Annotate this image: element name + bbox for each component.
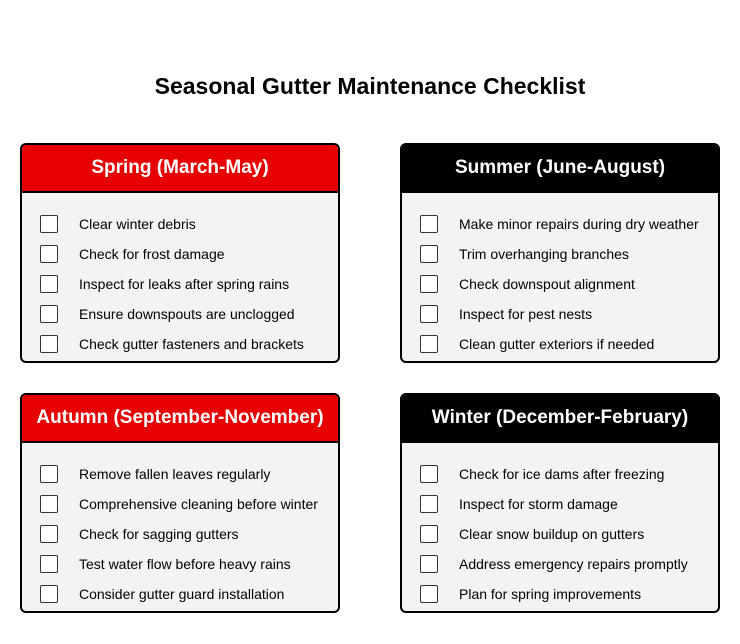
checklist-item-label: Check for ice dams after freezing — [459, 466, 665, 482]
checklist-item-label: Plan for spring improvements — [459, 586, 642, 602]
checklist-item[interactable] — [22, 459, 338, 489]
checklist-item[interactable] — [22, 329, 338, 359]
checklist-item[interactable] — [22, 239, 338, 269]
checklist-spring — [22, 193, 338, 359]
season-header-spring: Spring (March-May) — [22, 145, 338, 193]
season-card-autumn — [20, 393, 340, 613]
checkbox[interactable] — [40, 525, 58, 543]
season-card-spring — [20, 143, 340, 363]
checklist-item-label: Make minor repairs during dry weather — [459, 216, 699, 232]
checklist-item[interactable] — [402, 489, 718, 519]
checklist-item[interactable] — [402, 459, 718, 489]
checklist-item-label: Test water flow before heavy rains — [79, 556, 291, 572]
checklist-item-label: Inspect for leaks after spring rains — [79, 276, 290, 292]
checklist-summer — [402, 193, 718, 359]
checkbox[interactable] — [40, 335, 58, 353]
checklist-item[interactable] — [22, 549, 338, 579]
checklist-item-label: Remove fallen leaves regularly — [79, 466, 271, 482]
checklist-winter — [402, 443, 718, 609]
checklist-item-label: Consider gutter guard installation — [79, 586, 285, 602]
checkbox[interactable] — [420, 495, 438, 513]
season-header-winter: Winter (December-February) — [402, 395, 718, 443]
checklist-item-label: Check gutter fasteners and brackets — [79, 336, 304, 352]
checkbox[interactable] — [40, 245, 58, 263]
checklist-autumn — [22, 443, 338, 609]
checklist-item-label: Check downspout alignment — [459, 276, 635, 292]
checkbox[interactable] — [40, 495, 58, 513]
checklist-item[interactable] — [22, 579, 338, 609]
checkbox[interactable] — [420, 245, 438, 263]
page-title: Seasonal Gutter Maintenance Checklist — [154, 73, 586, 99]
checklist-item-label: Trim overhanging branches — [459, 246, 629, 262]
checklist-item-label: Comprehensive cleaning before winter — [79, 496, 318, 512]
checklist-item[interactable] — [22, 209, 338, 239]
checklist-item[interactable] — [402, 269, 718, 299]
checkbox[interactable] — [420, 525, 438, 543]
checkbox[interactable] — [40, 465, 58, 483]
checklist-item-label: Check for frost damage — [79, 246, 225, 262]
checkbox[interactable] — [420, 335, 438, 353]
checklist-item-label: Inspect for pest nests — [459, 306, 593, 322]
checkbox[interactable] — [420, 275, 438, 293]
checklist-item-label: Ensure downspouts are unclogged — [79, 306, 295, 322]
checklist-item[interactable] — [22, 269, 338, 299]
checkbox[interactable] — [40, 585, 58, 603]
checklist-item-label: Clear winter debris — [79, 216, 196, 232]
checkbox[interactable] — [40, 555, 58, 573]
season-card-winter — [400, 393, 720, 613]
checklist-item[interactable] — [22, 519, 338, 549]
checkbox[interactable] — [40, 305, 58, 323]
checklist-item-label: Clear snow buildup on gutters — [459, 526, 645, 542]
checkbox[interactable] — [40, 275, 58, 293]
season-header-summer: Summer (June-August) — [402, 145, 718, 193]
checklist-item[interactable] — [402, 329, 718, 359]
checklist-item[interactable] — [22, 299, 338, 329]
season-header-autumn: Autumn (September-November) — [22, 395, 338, 443]
checklist-item[interactable] — [402, 299, 718, 329]
checkbox[interactable] — [420, 465, 438, 483]
checkbox[interactable] — [420, 555, 438, 573]
checklist-item[interactable] — [22, 489, 338, 519]
checklist-item-label: Address emergency repairs promptly — [459, 556, 688, 572]
checkbox[interactable] — [40, 215, 58, 233]
checklist-item-label: Check for sagging gutters — [79, 526, 239, 542]
checklist-item[interactable] — [402, 239, 718, 269]
checklist-item-label: Clean gutter exteriors if needed — [459, 336, 655, 352]
checkbox[interactable] — [420, 215, 438, 233]
checklist-item[interactable] — [402, 549, 718, 579]
checklist-item[interactable] — [402, 579, 718, 609]
checklist-item[interactable] — [402, 519, 718, 549]
season-card-summer — [400, 143, 720, 363]
checkbox[interactable] — [420, 305, 438, 323]
checkbox[interactable] — [420, 585, 438, 603]
checklist-item-label: Inspect for storm damage — [459, 496, 618, 512]
checklist-item[interactable] — [402, 209, 718, 239]
